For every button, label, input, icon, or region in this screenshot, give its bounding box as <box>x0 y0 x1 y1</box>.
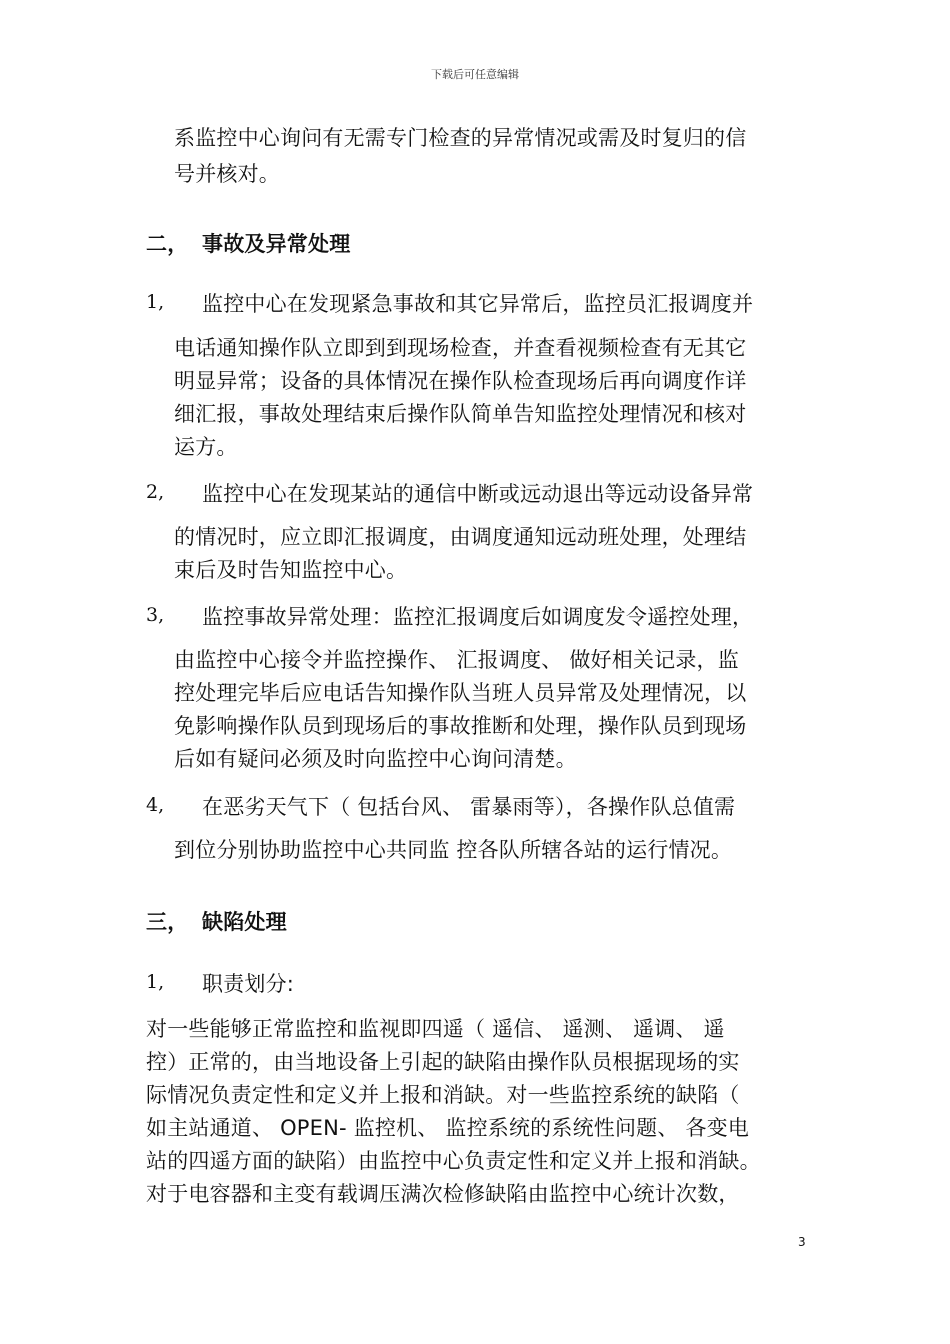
paragraph-line: 对一些能够正常监控和监视即四遥（ 遥信、 遥测、 遥调、 遥 <box>146 1017 725 1041</box>
item-number: 4, <box>146 794 165 816</box>
intro-line: 号并核对。 <box>174 162 280 186</box>
item-number: 1, <box>146 291 165 313</box>
item-text-line: 监控事故异常处理：监控汇报调度后如调度发令遥控处理， <box>202 605 754 629</box>
paragraph-line: 际情况负责定性和定义并上报和消缺。对一些监控系统的缺陷（ <box>146 1083 740 1107</box>
item-text-line: 运方。 <box>174 435 238 459</box>
paragraph-line: 对于电容器和主变有载调压满次检修缺陷由监控中心统计次数， <box>146 1182 740 1206</box>
section-3-number: 三， <box>146 910 189 934</box>
item-text-line: 明显异常；设备的具体情况在操作队检查现场后再向调度作详 <box>174 369 747 393</box>
section-2-number: 二， <box>146 232 189 256</box>
item-text-line: 后如有疑问必须及时向监控中心询问清楚。 <box>174 747 577 771</box>
item-text-line: 监控中心在发现某站的通信中断或远动退出等远动设备异常 <box>202 482 754 506</box>
intro-line: 系监控中心询问有无需专门检查的异常情况或需及时复归的信 <box>174 126 747 150</box>
section-2-title: 事故及异常处理 <box>202 232 351 256</box>
item-text-line: 由监控中心接令并监控操作、 汇报调度、 做好相关记录，监 <box>174 648 739 672</box>
section-3-title: 缺陷处理 <box>202 910 287 934</box>
item-text-line: 职责划分: <box>202 972 295 996</box>
page-number: 3 <box>798 1235 806 1249</box>
item-number: 2, <box>146 481 165 503</box>
item-text-line: 束后及时告知监控中心。 <box>174 558 408 582</box>
paragraph-line: 如主站通道、 OPEN- 监控机、 监控系统的系统性问题、 各变电 <box>146 1116 750 1140</box>
item-text-line: 到位分别协助监控中心共同监 控各队所辖各站的运行情况。 <box>174 838 733 862</box>
item-text-line: 的情况时，应立即汇报调度，由调度通知远动班处理，处理结 <box>174 525 747 549</box>
item-text-line: 控处理完毕后应电话告知操作队当班人员异常及处理情况，以 <box>174 681 747 705</box>
item-text-line: 在恶劣天气下（ 包括台风、 雷暴雨等），各操作队总值需 <box>202 795 736 819</box>
item-number: 1, <box>146 971 165 993</box>
item-text-line: 电话通知操作队立即到到现场检查，并查看视频检查有无其它 <box>174 336 747 360</box>
item-text-line: 监控中心在发现紧急事故和其它异常后，监控员汇报调度并 <box>202 292 754 316</box>
item-number: 3, <box>146 604 165 626</box>
item-text-line: 免影响操作队员到现场后的事故推断和处理，操作队员到现场 <box>174 714 747 738</box>
paragraph-line: 控）正常的，由当地设备上引起的缺陷由操作队员根据现场的实 <box>146 1050 740 1074</box>
paragraph-line: 站的四遥方面的缺陷）由监控中心负责定性和定义并上报和消缺。 <box>146 1149 761 1173</box>
item-text-line: 细汇报，事故处理结束后操作队简单告知监控处理情况和核对 <box>174 402 747 426</box>
page-header: 下载后可任意编辑 <box>431 68 519 81</box>
